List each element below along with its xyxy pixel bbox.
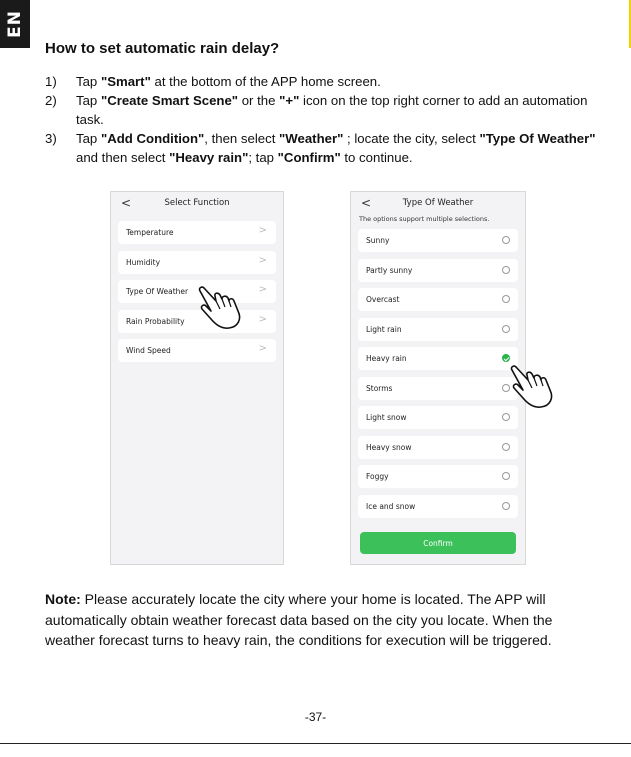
step-emphasis: "Weather": [279, 131, 344, 146]
step-text: ; locate the city, select: [343, 131, 480, 146]
weather-option[interactable]: [358, 288, 518, 311]
weather-option-label: Overcast: [366, 295, 400, 304]
step-number: 3): [45, 131, 57, 146]
screen-title: Select Function: [164, 198, 230, 208]
radio-unchecked-icon[interactable]: [502, 413, 510, 421]
note-paragraph: [45, 589, 605, 651]
function-item-label: Humidity: [126, 257, 161, 267]
step-text: ; tap: [248, 150, 278, 165]
back-chevron-icon[interactable]: <: [121, 196, 132, 210]
page-number: -37-: [304, 710, 327, 724]
step-item: [45, 129, 605, 167]
chevron-right-icon: >: [258, 225, 267, 236]
function-item-label: Temperature: [126, 228, 174, 237]
weather-option[interactable]: [358, 406, 518, 429]
function-item-label: Rain Probability: [126, 316, 185, 326]
weather-option-label: Sunny: [366, 236, 390, 245]
weather-option[interactable]: [358, 377, 518, 400]
confirm-button[interactable]: Confirm: [360, 532, 516, 554]
weather-option-label: Heavy snow: [366, 442, 412, 452]
step-text: Tap: [76, 93, 101, 108]
radio-unchecked-icon[interactable]: [502, 295, 510, 303]
weather-options-list: [351, 229, 525, 518]
step-emphasis: "Confirm": [277, 150, 341, 165]
weather-option-label: Storms: [366, 383, 393, 393]
step-emphasis: "Smart": [100, 74, 151, 89]
chevron-right-icon: >: [258, 254, 267, 266]
weather-option[interactable]: [358, 347, 518, 370]
steps-list: [45, 72, 605, 167]
step-item: [45, 72, 605, 91]
step-text: or the: [238, 93, 280, 108]
chevron-right-icon: >: [258, 284, 267, 295]
step-text: and then select: [76, 150, 170, 165]
radio-unchecked-icon[interactable]: [502, 236, 510, 244]
weather-option[interactable]: [358, 436, 518, 459]
selection-hint: The options support multiple selections.: [359, 215, 490, 223]
step-text: , then select: [204, 131, 280, 146]
step-text: icon on the top right corner to add an automation task.: [76, 93, 588, 127]
weather-option[interactable]: [358, 229, 518, 252]
back-chevron-icon[interactable]: <: [361, 196, 372, 210]
step-emphasis: "Type Of Weather": [479, 131, 596, 146]
function-item[interactable]: [118, 251, 276, 274]
step-emphasis: "Add Condition": [100, 131, 205, 146]
weather-option-label: Light snow: [366, 413, 407, 422]
phone-topbar: [111, 192, 283, 214]
function-item-label: Wind Speed: [126, 346, 171, 355]
note-text: Please accurately locate the city where your home is located. The APP will automatically obtain weather forecast data based on the city you locate. When the weather forecast turns to heavy rain, the conditions for execution will be triggered.: [45, 591, 553, 648]
step-text: Tap: [76, 131, 101, 146]
step-emphasis: "+": [279, 93, 300, 108]
section-heading: How to set automatic rain delay?: [45, 40, 280, 57]
weather-option[interactable]: [358, 495, 518, 518]
step-emphasis: "Create Smart Scene": [100, 93, 239, 108]
phone-type-of-weather: [350, 191, 526, 565]
function-item-label: Type Of Weather: [126, 287, 189, 296]
weather-option[interactable]: [358, 318, 518, 341]
radio-unchecked-icon[interactable]: [502, 443, 510, 451]
function-item[interactable]: [118, 221, 276, 244]
radio-unchecked-icon[interactable]: [502, 325, 510, 333]
weather-option-label: Ice and snow: [366, 501, 416, 511]
language-label: EN: [5, 10, 25, 38]
hand-pointer-icon: [196, 285, 252, 331]
weather-option-label: Partly sunny: [366, 265, 413, 275]
chevron-right-icon: >: [258, 313, 267, 325]
phone-select-function: [110, 191, 284, 565]
weather-option[interactable]: [358, 259, 518, 282]
chevron-right-icon: >: [258, 343, 267, 354]
weather-option-label: Foggy: [366, 472, 389, 481]
weather-option-label: Heavy rain: [366, 354, 407, 363]
note-label: Note:: [45, 591, 81, 607]
step-number: 1): [45, 74, 57, 89]
step-text: to continue.: [340, 150, 413, 165]
hand-pointer-icon: [508, 364, 564, 410]
radio-unchecked-icon[interactable]: [502, 472, 510, 480]
step-item: [45, 91, 605, 129]
function-item[interactable]: [118, 339, 276, 362]
step-text: Tap: [76, 74, 101, 89]
weather-option[interactable]: [358, 465, 518, 488]
screen-title: Type Of Weather: [402, 198, 474, 208]
weather-option-label: Light rain: [366, 324, 402, 334]
step-emphasis: "Heavy rain": [169, 150, 249, 165]
radio-unchecked-icon[interactable]: [502, 502, 510, 510]
radio-unchecked-icon[interactable]: [502, 266, 510, 274]
footer-rule: [0, 743, 631, 744]
language-tab: [0, 0, 30, 48]
phone-topbar: [351, 192, 525, 214]
step-number: 2): [45, 93, 57, 108]
radio-checked-icon[interactable]: [502, 354, 510, 362]
step-text: at the bottom of the APP home screen.: [150, 74, 381, 89]
